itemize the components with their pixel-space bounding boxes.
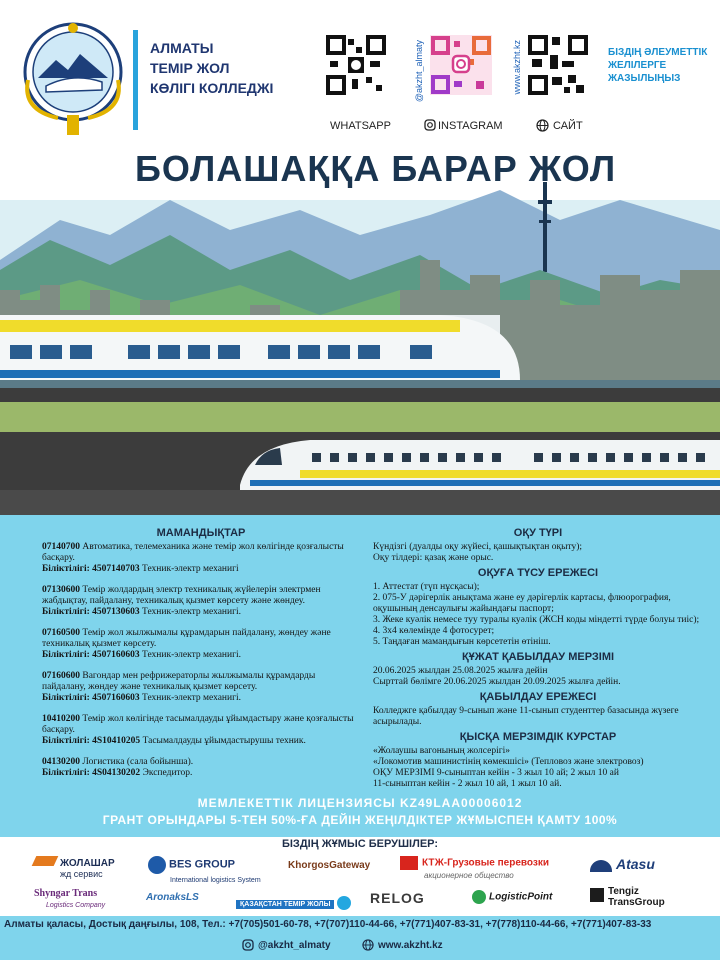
join-line: БІЗДІҢ ӘЛЕУМЕТТІК [608,47,708,58]
employer-logo-logistic-point: LogisticPoint [472,890,552,904]
college-line: ТЕМІР ЖОЛ [150,60,230,76]
instagram-icon [424,119,436,131]
employer-logo-shyngar: Shyngar Trans Logistics Company [34,888,106,909]
address-line: Алматы қаласы, Достық даңғылы, 108, Тел.: +7(705)501-60-78, +7(707)110-44-66, +7(771)407-83-31, +7(778)110-44-66, +7(771)407-83-33 [4,919,652,930]
logistic-point-mark-icon [472,890,486,904]
specialty-item: 07140700 Автоматика, телемеханика және темір жол көлігінде қозғалысты басқару. Біліктілігі: 4507140703 Техник-электр механигі [42,542,344,574]
header-divider [133,30,138,130]
specialties-column [42,528,360,789]
acceptance-rules-title: ҚАБЫЛДАУ ЕРЕЖЕСІ [479,691,597,703]
list-item: 4. 3х4 көлемінде 4 фотосурет; [373,626,495,636]
footer-instagram-link[interactable]: @akzht_almaty [258,940,331,951]
employer-logo-tengiz: Tengiz TransGroup [590,886,665,908]
whatsapp-qr-code[interactable] [326,35,386,95]
college-name [150,38,273,98]
join-line: ЖЕЛІЛЕРГЕ [608,60,667,71]
globe-icon [362,939,374,951]
documents-period-text: 20.06.2025 жылдан 25.08.2025 жылға дейін Сырттай бөлімге 20.06.2025 жылдан 20.09.2025 жылға дейін. [373,666,621,687]
bes-globe-icon [148,856,166,874]
footer-website-link[interactable]: www.akzht.kz [378,940,443,951]
short-courses-title: ҚЫСҚА МЕРЗІМДІК КУРСТАР [459,731,617,743]
tengiz-mark-icon [590,888,604,902]
college-logo [18,20,128,140]
whatsapp-caption: WHATSAPP [330,120,391,132]
employer-logo-relog: RELOG [370,890,425,906]
instagram-caption: INSTAGRAM [438,120,503,132]
employer-logo-bes-group: BES GROUP International logistics System [148,856,261,885]
atasu-mark-icon [590,860,612,872]
employer-logo-ktzh: ҚАЗАҚСТАН ТЕМІР ЖОЛЫ [236,896,351,910]
employer-logo-ktz-cargo: КТЖ-Грузовые перевозки акционерное общество [400,856,549,881]
employer-logo-atasu: Atasu [590,856,655,872]
license-banner: МЕМЛЕКЕТТІК ЛИЦЕНЗИЯСЫ KZ49LAA00006012 [197,796,523,810]
employer-logo-zholashar: ЖОЛАШАР жд сервис [34,856,115,880]
employers-title: БІЗДІҢ ЖҰМЫС БЕРУШІЛЕР: [281,838,439,850]
globe-icon [536,119,549,132]
instagram-icon [242,939,254,951]
acceptance-rules-text: Колледжге қабылдау 9-сынып және 11-сынып студенттер базасында жүзеге асырылады. [373,706,679,727]
website-qr-code[interactable] [528,35,588,95]
specialty-item: 04130200 Логистика (сала бойынша). Біліктілігі: 4S04130202 Экспедитор. [42,757,194,778]
admission-rules-list [373,582,703,648]
instagram-handle-vertical: @akzht_almaty [414,40,424,103]
documents-period-title: ҚҰЖАТ ҚАБЫЛДАУ МЕРЗІМІ [461,651,615,663]
list-item: 2. 075-У дәрігерлік анықтама және еу дәрігерлік картасы, флюорография, оқушының денсаулығы жайындағы паспорт; [373,593,671,614]
ktz-cargo-mark-icon [400,856,418,870]
study-type-title: ОҚУ ТҮРІ [513,527,563,539]
headline: БОЛАШАҚҚА БАРАР ЖОЛ [135,148,617,189]
list-item: 1. Аттестат (түп нұсқасы); [373,582,480,592]
short-courses-text: «Жолаушы вагонының жолсерігі» «Локомотив машинистінің көмекшісі» (Тепловоз және электровоз) ОҚУ МЕРЗІМІ 9-сыныптан кейін - 3 жыл 10 ай; 2 жыл 10 ай 11-сыныптан кейін - 2 жыл 10 ай, 1 жыл 10 ай. [373,746,644,789]
tv-tower [543,182,547,272]
college-line: КӨЛІГІ КОЛЛЕДЖІ [150,80,274,96]
list-item: 5. Таңдаған мамандығын көрсететін өтініш. [373,637,551,647]
specialty-item: 07160600 Вагондар мен рефрижераторлы жылжымалы құрамдарды пайдалану, жөндеу және техникалық қызмет көрсету. Біліктілігі: 4507160603 Техник-электр механигі. [42,671,316,703]
zholashar-mark-icon [32,856,59,866]
grant-banner: ГРАНТ ОРЫНДАРЫ 5-ТЕН 50%-ҒА ДЕЙІН ЖЕҢІЛДІКТЕР ЖҰМЫСПЕН ҚАМТУ 100% [102,813,618,827]
specialty-item: 10410200 Темір жол көлігінде тасымалдауды ұйымдастыру және қозғалысты басқару. Біліктілігі: 4S10410205 Тасымалдауды ұйымдастырушы техник. [42,714,354,746]
list-item: 3. Жеке куәлік немесе туу туралы куәлік (ЖСН коды міндетті түрде болуы тиіс); [373,615,700,625]
study-type-text: Күндізгі (дуалды оқу жүйесі, қашықтықтан оқыту); Оқу тілдері: қазақ және орыс. [373,542,583,563]
ktzh-mark-icon [337,896,351,910]
admission-rules-title: ОҚУҒА ТҮСУ ЕРЕЖЕСІ [477,567,599,579]
website-caption: САЙТ [553,120,583,132]
employer-logo-aronaks: AronaksLS [146,892,199,903]
employer-logo-khorgos: KhorgosGateway [288,860,371,871]
train-stripe-yellow [0,320,460,332]
college-line: АЛМАТЫ [150,40,214,56]
website-vertical: www.akzht.kz [512,40,522,95]
instagram-qr-code[interactable] [430,35,492,95]
join-line: ЖАЗЫЛЫҢЫЗ [608,73,681,84]
railway-illustration [0,140,720,515]
social-join-text [608,46,707,85]
specialty-item: 07130600 Темір жолдардың электр техникалық жүйелерін электрмен жабдықтау, пайдалану, техникалық қызмет көрсету және жөндеу. Біліктілігі: 4507130603 Техник-электр механигі. [42,585,321,617]
specialty-item: 07160500 Темір жол жылжымалы құрамдарын пайдалану, жөндеу және техникалық қызмет көрсету. Біліктілігі: 4507160603 Техник-электр механигі. [42,628,331,660]
specialties-title: МАМАНДЫҚТАР [156,527,246,539]
admission-column [373,528,703,794]
